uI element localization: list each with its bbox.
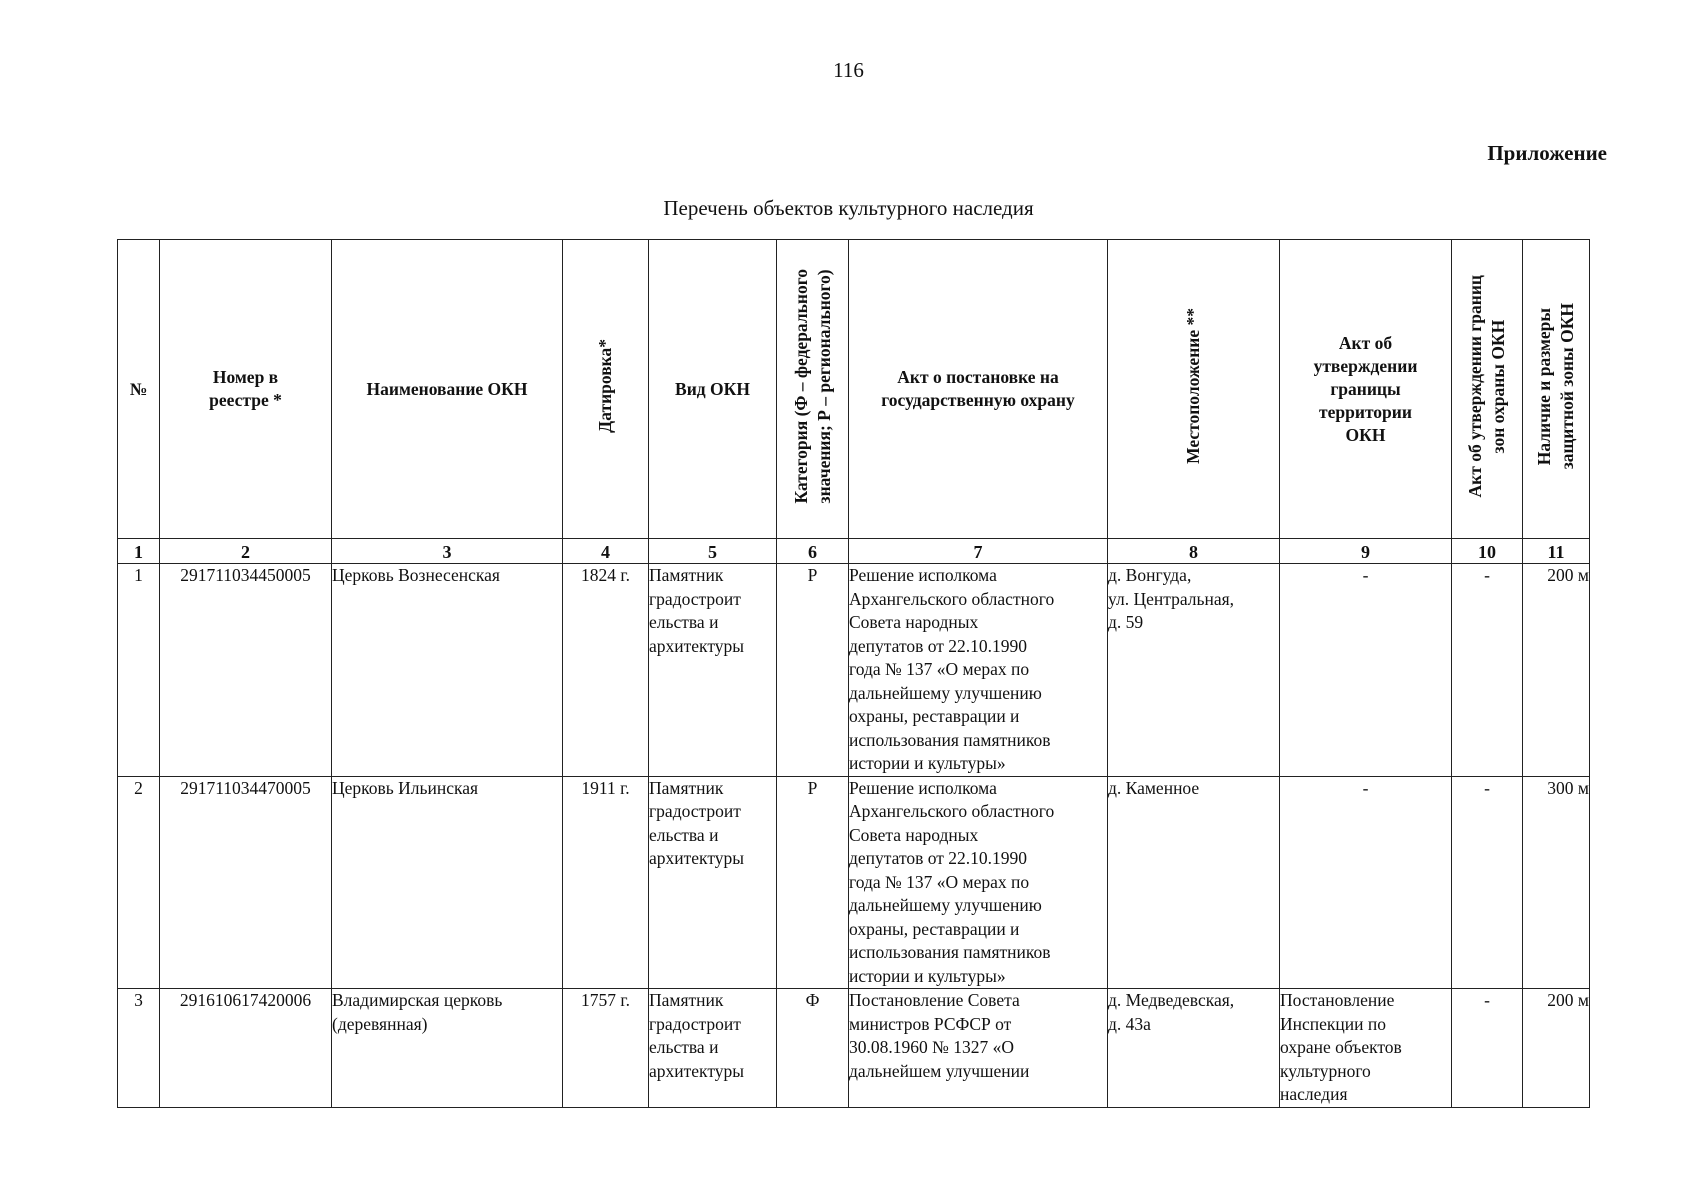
cell-registry-number: 291610617420006 xyxy=(160,989,332,1108)
cell-location: д. Вонгуда, ул. Центральная, д. 59 xyxy=(1108,564,1280,777)
table-row xyxy=(118,989,1590,1108)
cell-protective-zone: 200 м xyxy=(1523,564,1590,777)
cell-category: Р xyxy=(777,776,849,989)
column-number: 11 xyxy=(1523,539,1590,564)
cell-territory-act: - xyxy=(1280,564,1452,777)
column-number: 1 xyxy=(118,539,160,564)
cell-object-kind: Памятник градостроит ельства и архитектуры xyxy=(649,776,777,989)
cell-registry-number: 291711034470005 xyxy=(160,776,332,989)
column-number: 4 xyxy=(563,539,649,564)
table-header-row xyxy=(118,240,1590,539)
header-location: Местоположение ** xyxy=(1108,240,1280,539)
header-territory-act: Акт об утверждении границы территории ОКН xyxy=(1280,240,1452,539)
column-number: 10 xyxy=(1452,539,1523,564)
cell-protection-act: Постановление Совета министров РСФСР от 30.08.1960 № 1327 «О дальнейшем улучшении xyxy=(849,989,1108,1108)
column-number: 5 xyxy=(649,539,777,564)
header-registry-number: Номер в реестре * xyxy=(160,240,332,539)
cell-location: д. Каменное xyxy=(1108,776,1280,989)
column-number: 7 xyxy=(849,539,1108,564)
cell-dating: 1911 г. xyxy=(563,776,649,989)
cell-location: д. Медведевская, д. 43а xyxy=(1108,989,1280,1108)
table-row xyxy=(118,776,1590,989)
cell-territory-act: - xyxy=(1280,776,1452,989)
header-object-name: Наименование ОКН xyxy=(332,240,563,539)
column-number: 6 xyxy=(777,539,849,564)
column-number-row xyxy=(118,539,1590,564)
heritage-objects-table xyxy=(117,239,1590,1108)
cell-zones-act: - xyxy=(1452,776,1523,989)
cell-dating: 1757 г. xyxy=(563,989,649,1108)
cell-object-name: Владимирская церковь (деревянная) xyxy=(332,989,563,1108)
header-protective-zone: Наличие и размеры защитной зоны ОКН xyxy=(1523,240,1590,539)
cell-territory-act: Постановление Инспекции по охране объектов культурного наследия xyxy=(1280,989,1452,1108)
header-number: № xyxy=(118,240,160,539)
cell-zones-act: - xyxy=(1452,989,1523,1108)
cell-number: 2 xyxy=(118,776,160,989)
cell-protection-act: Решение исполкома Архангельского областного Совета народных депутатов от 22.10.1990 года № 137 «О мерах по дальнейшему улучшению охраны, реставрации и использования памятников истории и культуры» xyxy=(849,564,1108,777)
page-number: 116 xyxy=(833,58,864,82)
cell-registry-number: 291711034450005 xyxy=(160,564,332,777)
cell-protective-zone: 300 м xyxy=(1523,776,1590,989)
appendix-label: Приложение xyxy=(1487,141,1607,165)
column-number: 2 xyxy=(160,539,332,564)
header-zones-act: Акт об утверждении границ зон охраны ОКН xyxy=(1452,240,1523,539)
header-object-kind: Вид ОКН xyxy=(649,240,777,539)
cell-protection-act: Решение исполкома Архангельского областного Совета народных депутатов от 22.10.1990 года № 137 «О мерах по дальнейшему улучшению охраны, реставрации и использования памятников истории и культуры» xyxy=(849,776,1108,989)
cell-object-kind: Памятник градостроит ельства и архитектуры xyxy=(649,989,777,1108)
column-number: 3 xyxy=(332,539,563,564)
document-title: Перечень объектов культурного наследия xyxy=(663,196,1034,220)
table-row xyxy=(118,564,1590,777)
cell-dating: 1824 г. xyxy=(563,564,649,777)
cell-category: Р xyxy=(777,564,849,777)
cell-object-name: Церковь Вознесенская xyxy=(332,564,563,777)
cell-number: 3 xyxy=(118,989,160,1108)
column-number: 8 xyxy=(1108,539,1280,564)
column-number: 9 xyxy=(1280,539,1452,564)
cell-category: Ф xyxy=(777,989,849,1108)
cell-object-kind: Памятник градостроит ельства и архитектуры xyxy=(649,564,777,777)
cell-number: 1 xyxy=(118,564,160,777)
header-protection-act: Акт о постановке на государственную охрану xyxy=(849,240,1108,539)
cell-zones-act: - xyxy=(1452,564,1523,777)
header-dating: Датировка* xyxy=(563,240,649,539)
cell-object-name: Церковь Ильинская xyxy=(332,776,563,989)
cell-protective-zone: 200 м xyxy=(1523,989,1590,1108)
header-category: Категория (Ф – федерального значения; Р – регионального) xyxy=(777,240,849,539)
